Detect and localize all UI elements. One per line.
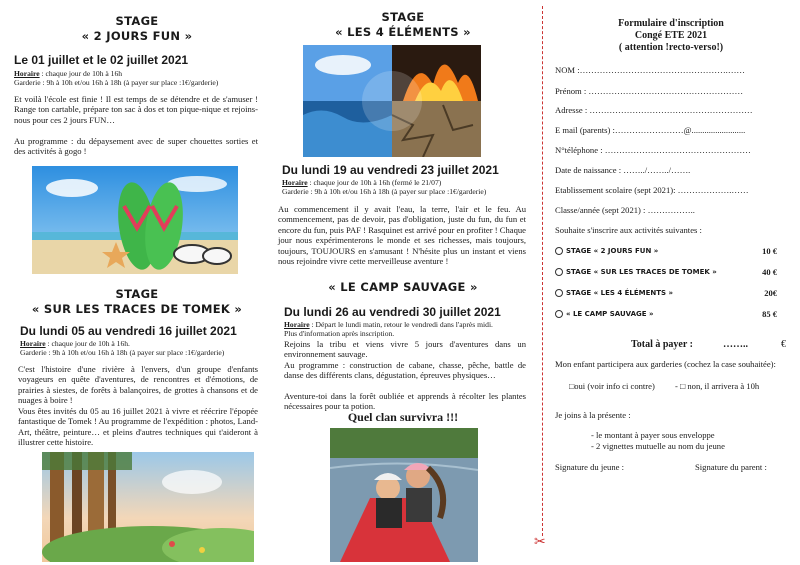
stage2-title: STAGE [115,287,159,301]
canoe-photo [330,428,478,562]
horaire-label: Horaire [284,320,310,329]
stage2-horaire [20,339,130,348]
stage4-paragraph1: Rejoins la tribu et viens vivre 5 jours d'aventures dans un environnement sauvage. [284,339,526,360]
stage2-garderie: Garderie : 9h à 10h et/ou 16h à 18h (à payer sur place :1€/garderie) [20,348,225,357]
activity-price: 85 € [762,309,777,319]
signature-jeune[interactable]: Signature du jeune : [555,462,624,472]
joins-item-payment: - le montant à payer sous enveloppe [591,430,715,440]
joins-item-vignettes: - 2 vignettes mutuelle au nom du jeune [591,441,725,451]
stage1-paragraph1: Et voilà l'école est finie ! Il est temps de se détendre et de s'amuser ! Range ton cartable, prépare ton sac à dos et ton pique-nique et rejoins-nous pour ces 2 jours FUN… [14,94,258,125]
stage4-horaire [284,320,493,329]
total-currency: € [781,339,786,350]
activity-price: 20€ [764,288,777,298]
scissors-icon: ✂ [534,535,546,550]
joins-intro: Je joins à la présente : [555,410,631,420]
column-left [14,0,260,565]
adresse-field[interactable]: Adresse : ………………………………………………… [555,105,753,115]
stage4-info: Plus d'information après inscription. [284,329,395,338]
stage1-garderie: Garderie : 9h à 10h et/ou 16h à 18h (à payer sur place :1€/garderie) [14,78,219,87]
registration-form [555,0,787,565]
horaire-text: : chaque jour de 10h à 16h [39,69,123,78]
total-value[interactable]: …….. [723,339,748,350]
stage2-subtitle: « SUR LES TRACES DE TOMEK » [31,302,243,316]
activity-option-camp-sauvage[interactable] [555,309,777,319]
activity-option-2-jours-fun[interactable] [555,246,777,256]
horaire-text: : chaque jour de 10h à 16h (fermé le 21/07) [307,178,442,187]
horaire-label: Horaire [14,69,40,78]
signature-parent[interactable]: Signature du parent : [695,462,767,472]
form-note: ( attention !recto-verso!) [618,42,724,53]
radio-icon[interactable] [555,247,563,255]
activity-option-tomek[interactable] [555,267,777,277]
stage3-paragraph1: Au commencement il y avait l'eau, la terre, l'air et le feu. Au commencement, pas de devoir, pas d'obligation, juste du fun, du fun et encore du fun, puis PAF ! Rasquinet est arrivé pour en profiter ! Chaque jour nous expérimenterons le monde et ses richesses, mais toujours, toujours, TOUJOURS en s'amusant ! N'hésite plus un instant et viens nous rejoindre vivre cette merveilleuse aventure ! [278,204,526,267]
stage1-subtitle: « 2 JOURS FUN » [81,29,193,43]
email-field[interactable]: E mail (parents) :……………………@......................... [555,125,746,135]
activities-intro: Souhaite s'inscrire aux activités suivantes : [555,225,702,235]
activity-price: 40 € [762,267,777,277]
stage4-subtitle: « LE CAMP SAUVAGE » [328,280,478,294]
school-field[interactable]: Etablissement scolaire (sept 2021): ……………….…… [555,185,749,195]
garderie-oui-checkbox[interactable]: □oui (voir info ci contre) [569,381,655,391]
horaire-label: Horaire [282,178,308,187]
stage2-date: Du lundi 05 au vendredi 16 juillet 2021 [20,324,237,338]
stage4-date: Du lundi 26 au vendredi 30 juillet 2021 [284,305,501,319]
horaire-text: : chaque jour de 10h à 16h. [45,339,130,348]
stage4-paragraph3: Aventure-toi dans la forêt oubliée et apprends à récolter les plantes nécessaires pour ta potion. [284,391,526,412]
activity-label: STAGE « 2 JOURS FUN » [566,247,659,255]
horaire-text: : Départ le lundi matin, retour le vendredi dans l'après midi. [309,320,493,329]
stage3-horaire [282,178,441,187]
stage1-horaire [14,69,122,78]
activity-price: 10 € [762,246,777,256]
stage2-paragraph1: C'est l'histoire d'une rivière à l'envers, d'un groupe d'enfants voyageurs en quête d'aventures, de rencontres et d'émotions, de prairies à siestes, de forêts à balançoires, de grottes à chansons et de nuages à boire ! [18,364,258,406]
radio-icon[interactable] [555,268,563,276]
stage1-paragraph2: Au programme : du dépaysement avec de super chouettes sorties et des activités à gogo ! [14,136,258,157]
horaire-label: Horaire [20,339,46,348]
form-subtitle: Congé ETE 2021 [634,30,708,41]
stage4-paragraph2: Au programme : construction de cabane, chasse, pêche, battle de danse des différents clans, dégustation, épreuves physiques… [284,360,526,381]
stage1-date: Le 01 juillet et le 02 juillet 2021 [14,53,189,67]
garderie-question: Mon enfant participera aux garderies (cochez la case souhaitée): [555,359,776,369]
stage3-title: STAGE [381,10,425,24]
activity-label: STAGE « SUR LES TRACES DE TOMEK » [566,268,717,276]
radio-icon[interactable] [555,310,563,318]
total-label: Total à payer : [631,339,693,350]
class-field[interactable]: Classe/année (sept 2021) : …………….. [555,205,695,215]
column-middle [278,0,528,565]
stage3-subtitle: « LES 4 ÉLÉMENTS » [335,25,471,39]
stage4-tagline: Quel clan survivra !!! [347,410,459,424]
activity-label: « LE CAMP SAUVAGE » [566,310,654,318]
birthdate-field[interactable]: Date de naissance : ……../……../……. [555,165,691,175]
prenom-field[interactable]: Prénom : ……………………………………………… [555,86,744,96]
stage2-paragraph2: Vous êtes invités du 05 au 16 juillet 2021 à vivre et réécrire l'épopée fantastique de Tomek ! Au programme de l'expédition : photos, Land-Art, théâtre, peinture… et pleins d'autres techniques qui t'aideront à illustrer cette histoire. [18,406,258,448]
stage3-date: Du lundi 19 au vendredi 23 juillet 2021 [282,163,499,177]
activity-option-4-elements[interactable] [555,288,777,298]
stage1-title: STAGE [115,14,159,28]
nom-field[interactable]: NOM :…………………………………………….…… [555,65,746,75]
activity-label: STAGE « LES 4 ÉLÉMENTS » [566,289,674,297]
beach-photo [32,166,238,274]
stage3-garderie: Garderie : 9h à 10h et/ou 16h à 18h (à payer sur place :1€/garderie) [282,187,487,196]
garderie-non-checkbox[interactable]: - □ non, il arrivera à 10h [675,381,760,391]
radio-icon[interactable] [555,289,563,297]
telephone-field[interactable]: N°téléphone : …………………………………………… [555,145,751,155]
form-title: Formulaire d'inscription [618,18,724,29]
four-elements-photo [303,45,481,157]
fantasy-forest-illustration [42,452,254,562]
cut-line [542,6,543,536]
